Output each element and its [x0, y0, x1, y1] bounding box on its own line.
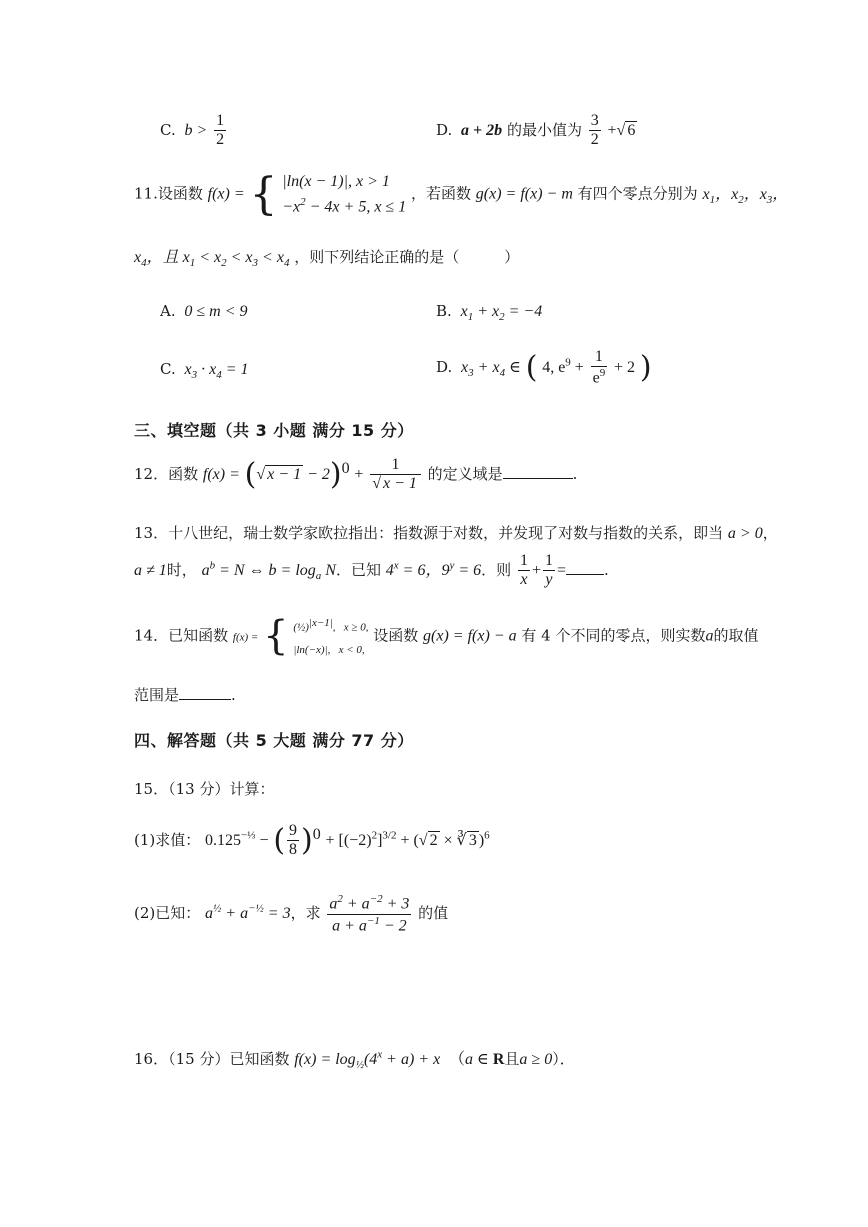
q14-line1: [134, 612, 758, 661]
math: + 2: [614, 359, 636, 377]
math: b >: [180, 121, 208, 139]
fraction: $\frac{1}{x}$: [519, 552, 528, 589]
fraction: $\frac{1}{y}$: [544, 552, 553, 589]
math: $x_3 \cdot x_4 = 1$: [180, 361, 249, 382]
math: 0 ≤ m < 9: [180, 303, 248, 320]
q14-intro: 已知函数: [168, 626, 229, 645]
paren: (: [525, 350, 538, 386]
q14-tail: 有 4 个不同的零点，则实数: [521, 626, 706, 645]
q11-mid: ，若函数: [410, 184, 471, 203]
q11-tail: 有四个零点分别为: [577, 184, 698, 203]
math: f(x) =: [207, 185, 245, 203]
fraction: $\frac{3}{2}$: [590, 112, 599, 149]
question-number: 12．: [134, 464, 169, 483]
math: $a^b = N$ ⇔ $b = \log_a N$: [201, 559, 336, 583]
piecewise: |ln(x − 1)|, x > 1 $-x^2 - 4x + 5$, x ≤ 1: [282, 173, 407, 216]
q15-header: 15．（13 分）计算：: [134, 780, 275, 798]
math: $x_1$，$x_2$，$x_3$，: [702, 185, 789, 206]
math: a ≥ 0: [519, 1051, 553, 1068]
q11-option-b: [436, 302, 542, 323]
math: + $[(-2)^2]^{3/2}$ + (√ 2 × ∛ 3 )$^6$: [325, 829, 490, 849]
q14-tail2: 的取值: [713, 626, 759, 645]
math: =: [556, 561, 567, 579]
q13-line2-c: ．则: [481, 560, 512, 579]
option-label: B.: [436, 302, 452, 320]
math: g(x) = f(x) − m: [475, 185, 573, 203]
question-number: 13．: [134, 524, 169, 542]
q11-option-c: [160, 360, 249, 381]
paren: (: [244, 456, 257, 492]
question-number: 11.: [134, 184, 158, 203]
math: $x_4$，且 $x_1 < x_2 < x_3 < x_4$: [134, 249, 290, 270]
q11-option-d: [436, 348, 652, 388]
q16-and: 且: [504, 1050, 520, 1068]
q15-part2-tail: 的值: [418, 904, 449, 923]
fraction: $\frac{1}{2}$: [216, 112, 225, 149]
q16-end: ）．: [552, 1050, 575, 1068]
math: a ≠ 1: [134, 561, 167, 579]
q10-option-c: [160, 112, 228, 150]
q13-line1-text: 十八世纪，瑞士数学家欧拉指出：指数源于对数，并发现了对数与指数的关系，即当: [168, 524, 724, 542]
fraction: $\frac{1}{e^9}$: [592, 348, 606, 387]
q16: [134, 1046, 575, 1071]
answer-blank: [503, 478, 573, 479]
part-label: (1)求值：: [134, 830, 201, 849]
math: f(x) =: [232, 631, 259, 644]
math: 0: [341, 459, 350, 477]
math: $x_1 + x_2 = -4$: [456, 303, 543, 324]
math: a + 2b: [457, 121, 503, 139]
q10-option-d: [436, 112, 637, 150]
math: +: [354, 465, 364, 483]
math: √ x − 1 − 2: [256, 465, 330, 483]
q11-line1: [134, 170, 788, 219]
piecewise: (½)$^{|x-1|}$, x ≥ 0, |ln(−x)|, x < 0,: [293, 617, 369, 656]
q11-intro: 设函数: [157, 184, 203, 203]
part-label: (2)已知：: [134, 904, 201, 923]
q15-part1: [134, 822, 490, 860]
math: 4, $e^9$ +: [542, 356, 584, 377]
option-label: D.: [436, 358, 453, 377]
paren: ): [639, 350, 652, 386]
answer-blank: [179, 699, 231, 700]
fraction: $\frac{9}{8}$: [289, 822, 298, 859]
math: （a ∈ R: [444, 1051, 505, 1068]
paren: (: [273, 822, 286, 858]
q11-line2: [134, 244, 519, 269]
q13-line1: 13．十八世纪，瑞士数学家欧拉指出：指数源于对数，并发现了对数与指数的关系，即当 a > 0，: [134, 524, 778, 542]
paren: ): [329, 456, 342, 492]
paren: ): [301, 822, 313, 858]
math: $4^x = 6$，$9^y = 6$: [385, 559, 482, 579]
option-label: C.: [160, 120, 176, 139]
q15-part2-mid: ，求: [290, 904, 321, 923]
question-number: 14．: [134, 626, 169, 645]
math: g(x) = f(x) − a: [423, 627, 517, 645]
option-text: 的最小值为: [506, 120, 582, 139]
q13-line2-b: ．已知: [335, 560, 381, 579]
option-label: A.: [160, 302, 176, 320]
q11-line2-text: ，则下列结论正确的是（ ）: [294, 248, 520, 266]
q14-mid: 设函数: [373, 626, 419, 645]
math: $f(x) = \log_{\frac{1}{2}}(4^x + a) + x$: [294, 1048, 441, 1072]
q12: 12．函数 f(x) = (√ x − 1 − 2)$^0$ + $\frac{1}{√ x - 1}$ 的定义域是 .: [134, 456, 578, 493]
q12-tail: 的定义域是: [427, 464, 503, 483]
math: +: [531, 561, 541, 579]
q15-part2: [134, 893, 448, 935]
section-3-heading: 三、填空题（共 3 小题 满分 15 分）: [134, 421, 414, 440]
section-4-heading: 四、解答题（共 5 大题 满分 77 分）: [134, 731, 414, 750]
q13-line2: a ≠ 1时， $a^b = N$ ⇔ $b = \log_a N$．已知 $4^x = 6$，$9^y = 6$．则 $\frac{1}{x}$ + $\frac{1}{y}$ = .: [134, 552, 609, 589]
math: +√ 6: [607, 121, 636, 139]
math: $x_3 + x_4$ ∈: [457, 359, 521, 380]
fraction: $\frac{1}{√ x - 1}$: [370, 456, 421, 494]
math: $0.125^{-\frac{1}{3}}$ −: [205, 829, 269, 849]
brace: {: [249, 168, 278, 220]
math: a > 0: [727, 525, 763, 542]
option-label: C.: [160, 360, 176, 378]
q12-intro: 函数: [168, 464, 199, 483]
fraction: $\frac{a^2 + a^{-2} + 3}{a + a^{-1} - 2}$: [329, 893, 410, 935]
math: $a^{\frac{1}{2}} + a^{-\frac{1}{2}} = 3$: [205, 902, 291, 923]
q14-line2: 范围是 .: [134, 686, 236, 704]
q16-header: 16．（15 分）已知函数: [134, 1050, 290, 1068]
q11-option-a: [160, 302, 248, 321]
q14-line2-text: 范围是: [134, 686, 180, 704]
math: 0: [312, 825, 321, 843]
option-label: D.: [436, 120, 453, 139]
q13-line2-a: 时，: [166, 560, 197, 579]
math: a: [705, 627, 714, 645]
answer-blank: [566, 574, 604, 575]
brace: {: [263, 613, 289, 660]
math: f(x) =: [202, 465, 240, 483]
